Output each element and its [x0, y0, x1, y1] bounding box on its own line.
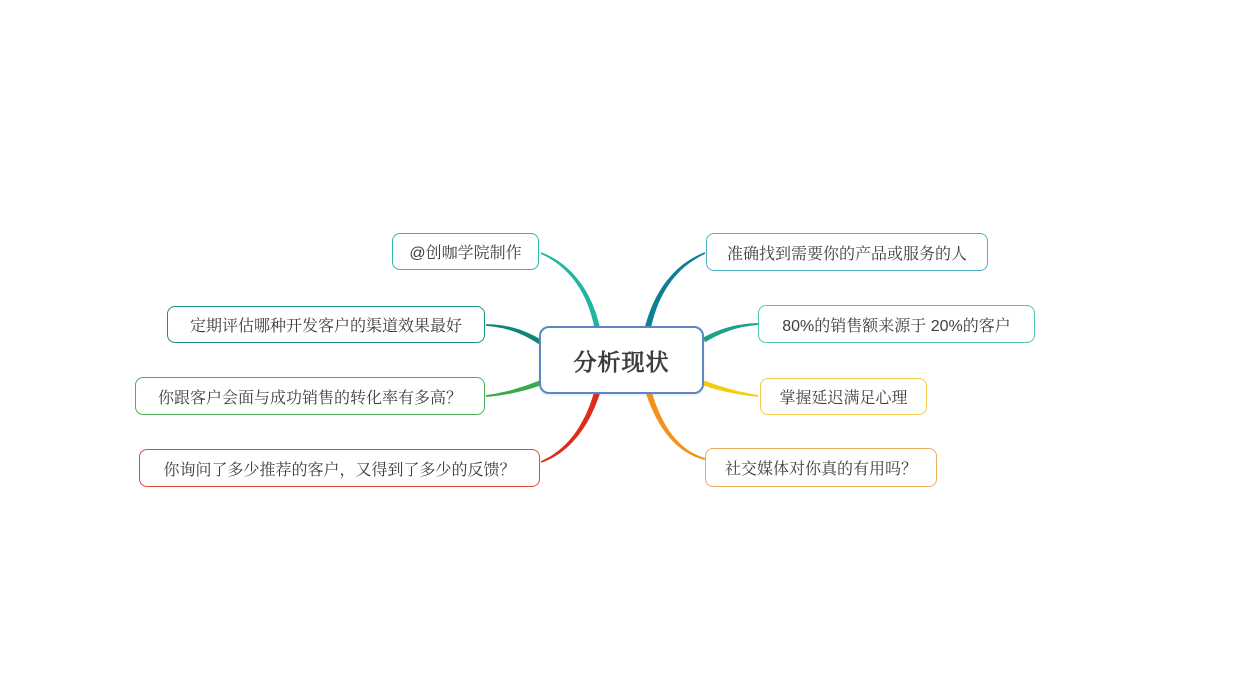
- branch-find-customers-label: 准确找到需要你的产品或服务的人: [726, 245, 967, 263]
- connector-find-customers: [645, 252, 705, 328]
- central-topic[interactable]: [539, 326, 704, 394]
- connector-channel-eval: [486, 324, 541, 344]
- branch-conversion-rate[interactable]: [135, 377, 485, 415]
- connector-credit: [541, 252, 600, 327]
- connector-pareto-rule: [703, 323, 758, 342]
- branch-delayed-gratification[interactable]: [760, 378, 927, 415]
- branch-channel-eval[interactable]: [167, 306, 485, 343]
- branch-referral-feedback-label: 你询问了多少推荐的客户，又得到了多少的反馈？: [163, 461, 516, 479]
- connector-social-media: [646, 392, 705, 460]
- branch-referral-feedback[interactable]: [139, 449, 540, 487]
- central-topic-label: 分析现状: [573, 348, 670, 375]
- branch-find-customers[interactable]: [706, 233, 988, 271]
- branch-channel-eval-label: 定期评估哪种开发客户的渠道效果最好: [189, 318, 462, 335]
- branch-delayed-gratification-label: 掌握延迟满足心理: [779, 390, 908, 407]
- branch-social-media[interactable]: [705, 448, 937, 487]
- branch-conversion-rate-label: 你跟客户会面与成功销售的转化率有多高？: [157, 389, 462, 407]
- branch-social-media-label: 社交媒体对你真的有用吗？: [724, 461, 917, 478]
- connector-delayed-gratification: [703, 381, 758, 397]
- branch-credit[interactable]: [392, 233, 539, 270]
- connector-conversion-rate: [486, 381, 541, 397]
- branch-credit-label: @创咖学院制作: [409, 245, 522, 262]
- connector-referral-feedback: [541, 392, 600, 463]
- branch-pareto-rule[interactable]: [758, 305, 1035, 343]
- branch-pareto-rule-label: 80%的销售额来源于 20%的客户: [782, 317, 1011, 335]
